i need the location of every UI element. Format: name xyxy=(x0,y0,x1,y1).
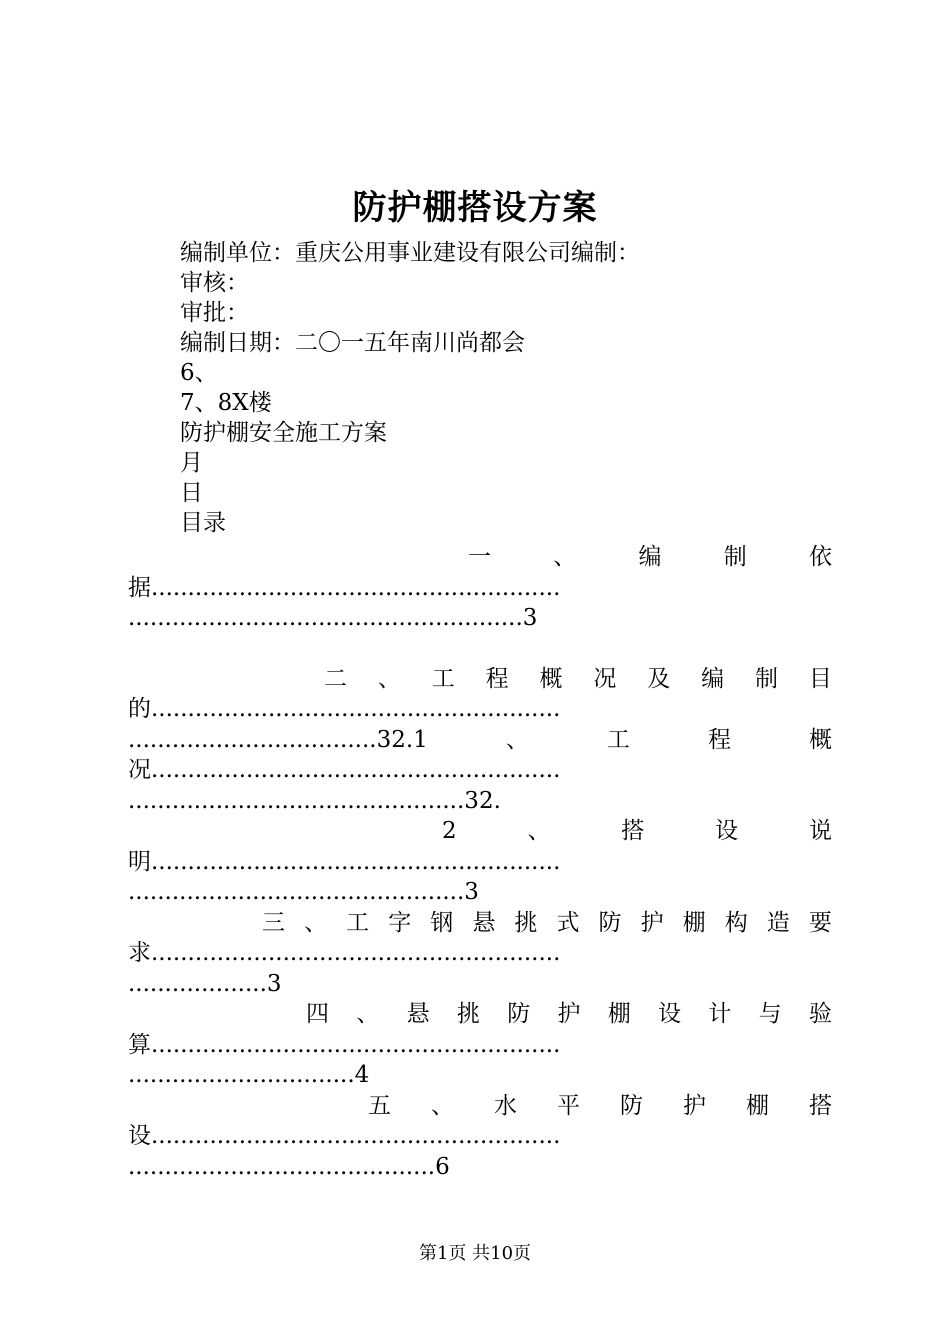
toc-char: 棚 xyxy=(682,909,706,936)
toc-entry-line: 求........................................................ xyxy=(128,940,561,966)
toc-char: 式 xyxy=(556,909,580,936)
toc-char: 水 xyxy=(494,1092,517,1119)
toc-entry-heading xyxy=(368,1091,832,1122)
toc-entry-line: ..............................................32. xyxy=(128,787,501,814)
toc-char: 编 xyxy=(638,544,662,570)
toc-char: 概 xyxy=(539,665,563,692)
toc-entry-heading xyxy=(306,999,832,1030)
toc-char: 护 xyxy=(640,909,664,936)
toc-char: 编 xyxy=(701,665,725,692)
toc-entry-line: ...............................4 xyxy=(128,1062,370,1088)
toc-char: 棚 xyxy=(607,1001,631,1027)
toc-char: 况 xyxy=(593,665,617,692)
toc-char: 依 xyxy=(809,544,832,570)
meta-line-date: 编制日期：二〇一五年南川尚都会 xyxy=(180,330,525,356)
toc-char: 悬 xyxy=(472,909,496,936)
toc-entry-heading xyxy=(468,542,832,573)
toc-char: 工 xyxy=(431,665,455,692)
toc-char: 、 xyxy=(377,665,401,692)
toc-char: 五 xyxy=(368,1092,391,1119)
toc-char: 钢 xyxy=(430,909,454,936)
toc-char: 字 xyxy=(388,909,412,936)
toc-char: 及 xyxy=(647,665,671,692)
toc-char: 悬 xyxy=(406,1001,430,1027)
toc-entry-line: ...................3 xyxy=(128,970,282,997)
toc-char: 、 xyxy=(304,909,328,936)
meta-line-unit: 编制单位：重庆公用事业建设有限公司编制： xyxy=(180,240,640,266)
toc-char: ..................................32.1 xyxy=(128,726,428,753)
toc-entry-line: 据........................................................ xyxy=(128,574,561,601)
meta-line-day: 日 xyxy=(180,480,203,506)
toc-char: 平 xyxy=(557,1092,580,1119)
toc-entry-line: 设........................................................ xyxy=(128,1123,561,1149)
meta-line-6: 6、 xyxy=(180,360,218,386)
toc-entry-heading xyxy=(442,816,832,847)
toc-char: 程 xyxy=(707,726,731,753)
toc-char: 二 xyxy=(324,665,347,692)
meta-line-approve: 审批： xyxy=(180,300,249,326)
toc-heading: 目录 xyxy=(180,510,226,536)
toc-char: 、 xyxy=(431,1092,454,1119)
meta-line-review: 审核： xyxy=(180,270,249,296)
toc-char: 2 xyxy=(442,818,457,844)
toc-char: 构 xyxy=(724,909,748,936)
toc-char: 、 xyxy=(505,726,529,753)
toc-entry-line: 明........................................................ xyxy=(128,848,561,875)
toc-char: 四 xyxy=(306,1001,329,1027)
toc-char: 防 xyxy=(507,1001,531,1027)
toc-char: 说 xyxy=(808,818,832,844)
toc-char: 工 xyxy=(606,726,630,753)
toc-entry-heading xyxy=(262,908,832,939)
toc-char: 工 xyxy=(346,909,370,936)
toc-char: 制 xyxy=(755,665,778,692)
toc-char: 程 xyxy=(485,665,509,692)
toc-entry-line: 算........................................................ xyxy=(128,1031,561,1058)
toc-char: 概 xyxy=(808,726,832,753)
meta-line-plan-name: 防护棚安全施工方案 xyxy=(180,420,387,446)
toc-char: 目 xyxy=(808,665,832,692)
toc-char: 一 xyxy=(468,544,491,570)
toc-char: 棚 xyxy=(746,1092,769,1119)
toc-entry-line: 的........................................................ xyxy=(128,696,561,722)
toc-char: 挑 xyxy=(456,1001,480,1027)
toc-char: 要 xyxy=(808,909,832,936)
toc-char: 、 xyxy=(553,544,577,570)
toc-char: 护 xyxy=(683,1092,706,1119)
toc-char: 、 xyxy=(356,1001,380,1027)
page-footer: 第1页 共10页 xyxy=(418,1243,532,1264)
toc-char: 与 xyxy=(758,1001,782,1027)
toc-char: 搭 xyxy=(621,818,645,844)
toc-char: 搭 xyxy=(809,1092,832,1119)
toc-char: 挑 xyxy=(514,909,538,936)
toc-entry-heading xyxy=(128,725,832,756)
toc-char: 护 xyxy=(557,1001,581,1027)
toc-entry-line: 况........................................................ xyxy=(128,757,561,783)
toc-char: 设 xyxy=(658,1001,682,1027)
document-title: 防护棚搭设方案 xyxy=(352,188,598,228)
document-meta xyxy=(180,238,640,538)
toc-char: 防 xyxy=(598,909,622,936)
toc-entry-line: ..............................................3 xyxy=(128,879,479,905)
toc-char: 制 xyxy=(723,544,747,570)
toc-char: 、 xyxy=(527,818,551,844)
toc-char: 三 xyxy=(262,909,285,936)
toc-char: 计 xyxy=(708,1001,732,1027)
toc-char: 验 xyxy=(808,1001,832,1027)
table-of-contents xyxy=(128,542,832,1182)
toc-entry-line: ..........................................6 xyxy=(128,1153,450,1180)
toc-char: 设 xyxy=(715,818,739,844)
meta-line-month: 月 xyxy=(180,450,203,476)
toc-entry-heading xyxy=(324,664,832,695)
meta-line-building: 7、8X楼 xyxy=(180,390,272,416)
toc-char: 防 xyxy=(620,1092,643,1119)
toc-char: 造 xyxy=(766,909,790,936)
toc-entry-line: ......................................................3 xyxy=(128,605,538,631)
